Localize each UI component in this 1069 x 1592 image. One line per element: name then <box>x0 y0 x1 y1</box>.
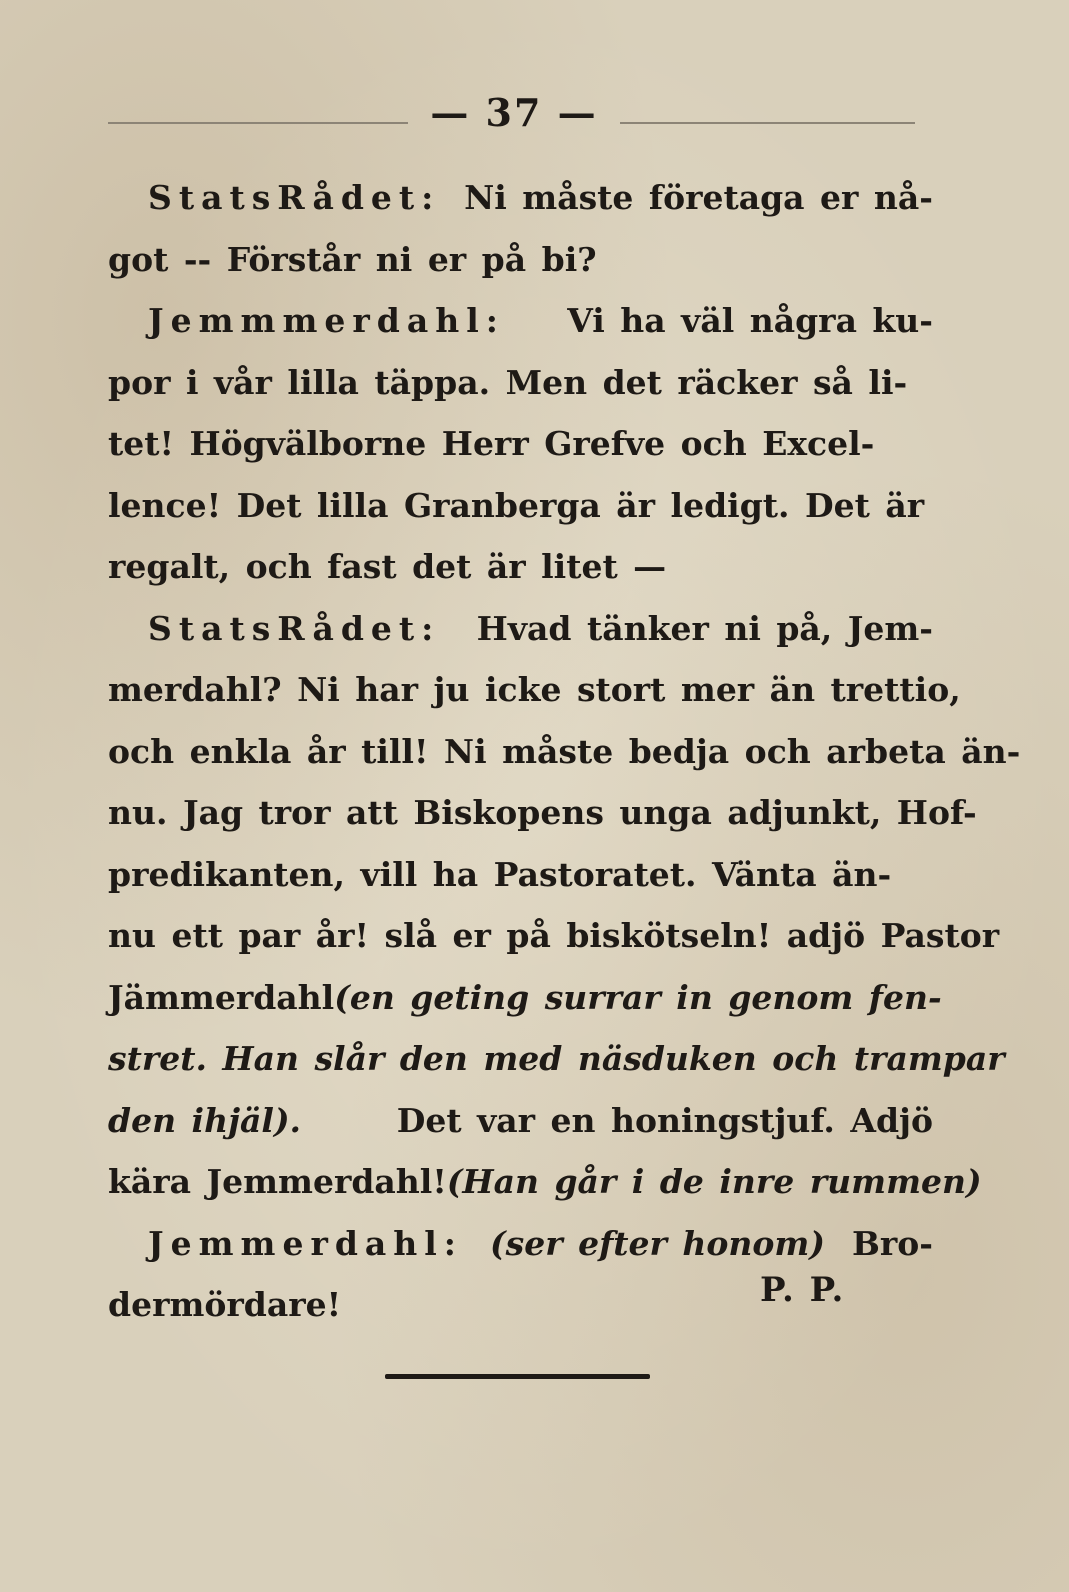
line-text: Bro- <box>852 1223 933 1263</box>
text-line <box>108 731 1021 794</box>
header-rule-left <box>108 122 408 124</box>
line-text: got -- Förstår ni er på bi? <box>108 239 597 279</box>
stage-direction: (ser efter honom) <box>490 1223 825 1263</box>
text-line <box>108 547 933 609</box>
text-line <box>108 240 933 302</box>
line-text: por i vår lilla täppa. Men det räcker så li- <box>108 362 908 402</box>
stage-direction: (en geting surrar in genom fen- <box>334 977 942 1017</box>
line-text: tet! Högvälborne Herr Grefve och Excel- <box>108 424 875 463</box>
stage-direction: stret. Han slår den med näsduken och trampar <box>108 1039 1005 1078</box>
text-line <box>108 178 933 240</box>
line-text: och enkla år till! Ni måste bedja och arbeta än- <box>108 731 1021 771</box>
text-line <box>108 793 977 855</box>
text-line <box>108 363 933 425</box>
line-text: Jämmerdahl <box>108 977 335 1017</box>
line-text: Vi ha väl några ku- <box>567 301 933 340</box>
line-text: predikanten, vill ha Pastoratet. Vänta än- <box>108 854 892 894</box>
line-text: Det var en honingstjuf. Adjö <box>396 1100 933 1140</box>
header-rule-right <box>620 122 915 124</box>
text-line <box>108 1039 1005 1101</box>
text-line <box>108 609 933 671</box>
speaker-name: Jemmerdahl: <box>148 1223 463 1263</box>
line-text: kära Jemmerdahl! <box>108 1162 447 1201</box>
text-line <box>108 486 933 548</box>
text-line <box>108 1101 933 1163</box>
line-text: Ni måste företaga er nå- <box>464 178 933 217</box>
speaker-name: StatsRådet: <box>148 178 441 217</box>
line-text: Hvad tänker ni på, Jem- <box>476 608 933 648</box>
line-text: lence! Det lilla Granberga är ledigt. Det är <box>108 485 925 525</box>
speaker-name: Jemmmerdahl: <box>148 301 505 340</box>
text-line <box>108 855 933 917</box>
speaker-name: StatsRådet: <box>148 608 441 648</box>
line-text: nu. Jag tror att Biskopens unga adjunkt, Hof- <box>108 793 977 832</box>
body-text <box>108 178 1021 1347</box>
text-line <box>108 670 961 732</box>
line-text: dermördare! <box>108 1285 342 1324</box>
signature: P. P. <box>760 1270 846 1310</box>
stage-direction: (Han går i de inre rummen) <box>446 1162 982 1201</box>
line-text: merdahl? Ni har ju icke stort mer än trettio, <box>108 670 961 709</box>
line-text: regalt, och fast det är litet — <box>108 547 667 586</box>
line-text: nu ett par år! slå er på biskötseln! adjö Pastor <box>108 916 1000 955</box>
text-line <box>108 977 942 1040</box>
text-line <box>108 301 933 363</box>
end-rule <box>385 1374 650 1379</box>
page-number: — 37 — <box>430 90 598 135</box>
text-line <box>108 916 1000 978</box>
stage-direction: den ihjäl). <box>108 1100 302 1140</box>
text-line <box>108 424 933 486</box>
text-line <box>108 1162 982 1224</box>
